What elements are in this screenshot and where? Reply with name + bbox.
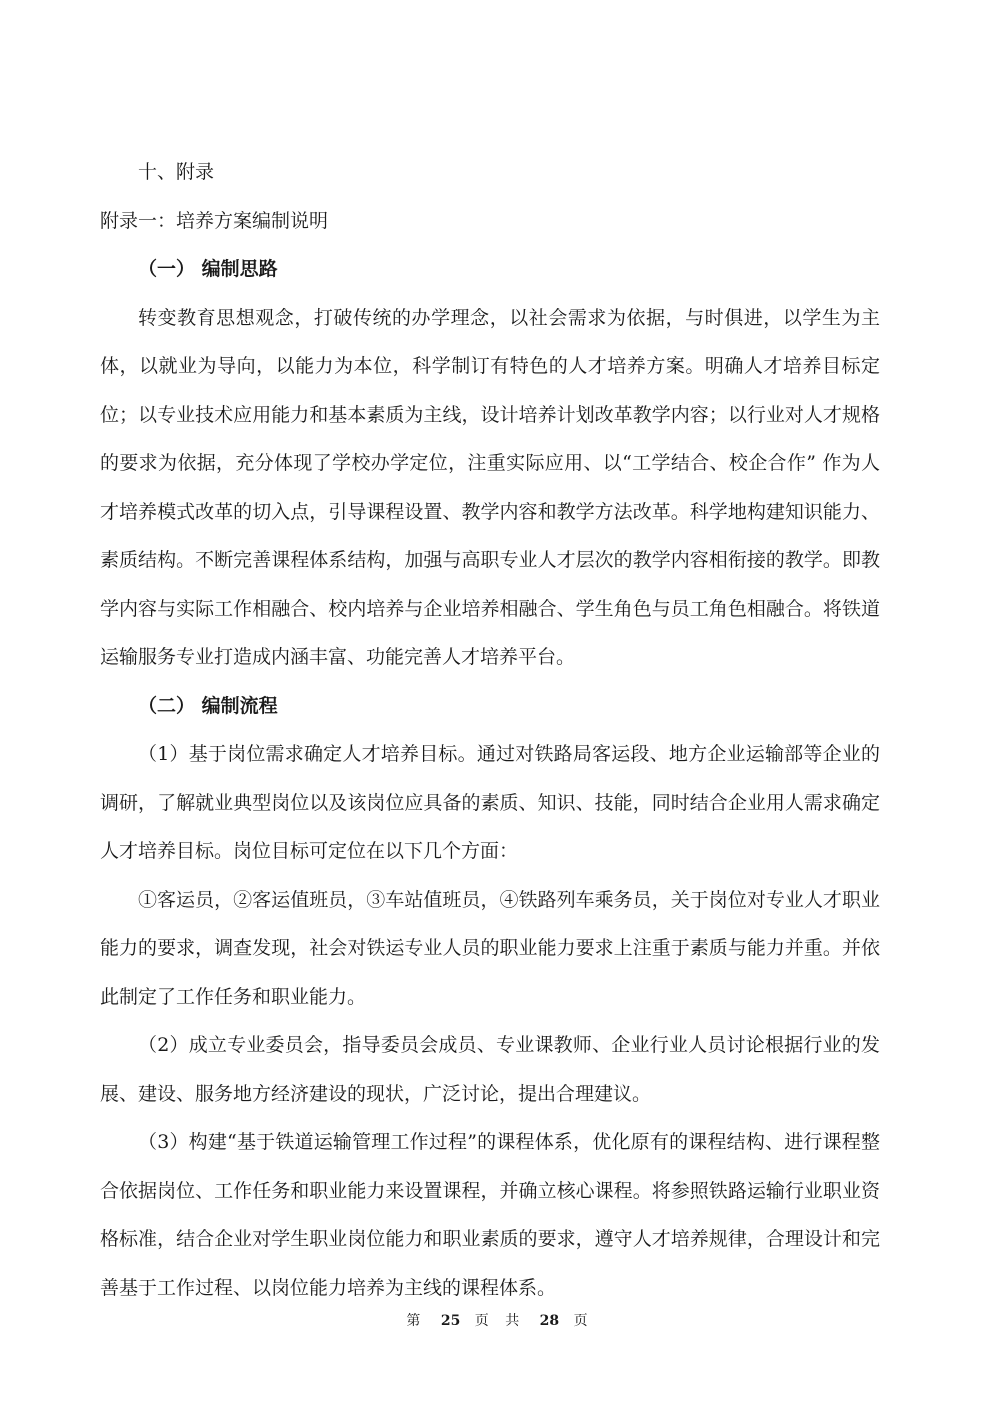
page-footer (0, 1310, 1000, 1330)
paragraph: （2）成立专业委员会，指导委员会成员、专业课教师、企业行业人员讨论根据行业的发展、建设、服务地方经济建设的现状，广泛讨论，提出合理建议。 (100, 1034, 880, 1105)
footer-suffix: 页 (573, 1313, 594, 1329)
footer-page-number: 25 (440, 1313, 461, 1329)
footer-total-pages: 28 (539, 1313, 560, 1329)
paragraph: （3）构建“基于铁道运输管理工作过程”的课程体系，优化原有的课程结构、进行课程整合依据岗位、工作任务和职业能力来设置课程，并确立核心课程。将参照铁路运输行业职业资格标准，结合企业对学生职业岗位能力和职业素质的要求，遵守人才培养规律，合理设计和完善基于工作过程、以岗位能力培养为主线的课程体系。 (100, 1131, 880, 1299)
section-title: 十、附录 (138, 161, 215, 183)
page-content (100, 148, 880, 1312)
appendix-title: 附录一：培养方案编制说明 (100, 209, 329, 232)
footer-prefix: 第 (406, 1313, 427, 1329)
paragraph: 转变教育思想观念，打破传统的办学理念，以社会需求为依据，与时俱进，以学生为主体，以就业为导向，以能力为本位，科学制订有特色的人才培养方案。明确人才培养目标定位；以专业技术应用能力和基本素质为主线，设计培养计划改革教学内容；以行业对人才规格的要求为依据，充分体现了学校办学定位，注重实际应用、以“工学结合、校企合作” 作为人才培养模式改革的切入点，引导课程设置、教学内容和教学方法改革。科学地构建知识能力、素质结构。不断完善课程体系结构，加强与高职专业人才层次的教学内容相衔接的教学。即教学内容与实际工作相融合、校内培养与企业培养相融合、学生角色与员工角色相融合。将铁道运输服务专业打造成内涵丰富、功能完善人才培养平台。 (100, 306, 880, 668)
footer-middle: 页 共 (474, 1313, 526, 1329)
paragraph: （1）基于岗位需求确定人才培养目标。通过对铁路局客运段、地方企业运输部等企业的调研，了解就业典型岗位以及该岗位应具备的素质、知识、技能，同时结合企业用人需求确定人才培养目标。岗位目标可定位在以下几个方面： (100, 743, 880, 862)
subsection-heading-2: （二） 编制流程 (138, 694, 278, 717)
paragraph: ①客运员，②客运值班员，③车站值班员，④铁路列车乘务员，关于岗位对专业人才职业能力的要求，调查发现，社会对铁运专业人员的职业能力要求上注重于素质与能力并重。并依此制定了工作任务和职业能力。 (100, 888, 880, 1008)
subsection-heading-1: （一） 编制思路 (138, 258, 278, 280)
